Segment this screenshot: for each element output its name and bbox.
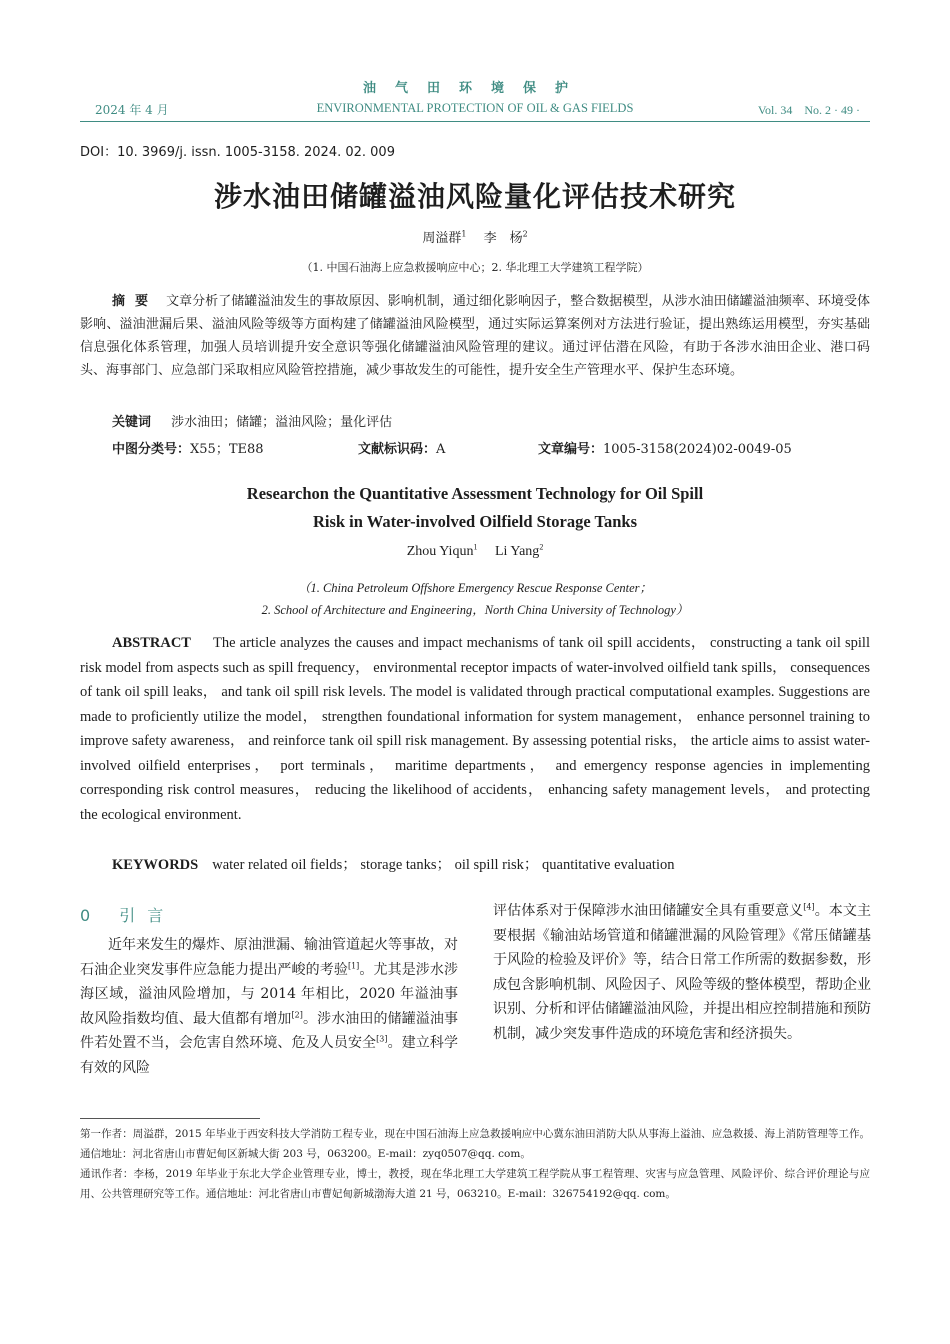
author-1: 周溢群 [422,231,462,246]
footnote-corresponding-author: 通讯作者：李杨，2019 年毕业于东北大学企业管理专业，博士，教授，现在华北理工大学建筑工程学院从事工程管理、灾害与应急管理、风险评价、综合评价理论与应用、公共管理研究等工作。通信地址：河北省唐山市曹妃甸新城渤海大道 21 号，063210。E-mail：326754192@qq. com。 [80,1168,870,1200]
abstract-cn-text: 文章分析了储罐溢油发生的事故原因、影响机制，通过细化影响因子，整合数据模型，从涉水油田储罐溢油频率、环境受体影响、溢油泄漏后果、溢油风险等级等方面构建了储罐溢油风险模型，通过实际运算案例对方法进行验证，提出熟练运用模型，夯实基础信息强化体系管理，加强人员培训提升安全意识等强化储罐溢油风险管理的建议。通过评估潜在风险，有助于各涉水油田企业、港口码头、海事部门、应急部门采取相应风险管控措施，减少事故发生的可能性，提升安全生产管理水平、保护生态环境。 [80,294,870,378]
footnote-first-author: 第一作者：周溢群，2015 年毕业于西安科技大学消防工程专业，现在中国石油海上应急救援响应中心冀东油田消防大队从事海上溢油、应急救援、海上消防管理等工作。通信地址：河北省唐山市曹妃甸区新城大街 203 号，063200。E-mail：zyq0507@qq. com。 [80,1128,870,1160]
title-en-line-2: Risk in Water-involved Oilfield Storage Tanks [312,512,638,531]
journal-name-en: ENVIRONMENTAL PROTECTION OF OIL & GAS FIELDS [316,101,634,115]
intro-right-column [493,899,871,1046]
article-number [538,438,792,457]
author-1-affil: 1 [461,229,467,239]
doc-code-label: 文献标识码： [358,442,437,457]
doi[interactable]: DOI：10. 3969/j. issn. 1005-3158. 2024. 02. 009 [80,145,395,160]
citation-2[interactable]: [2] [291,1009,303,1019]
keywords-cn-label: 关键词 [112,415,152,430]
authors-cn [0,227,950,246]
affiliation-en [0,577,950,621]
keywords-cn-text: 涉水油田；储罐；溢油风险；量化评估 [171,415,393,430]
author-2-affil: 2 [522,229,528,239]
article-number-value: 1005-3158(2024)02-0049-05 [603,442,792,457]
clc-value: X55；TE88 [190,442,264,457]
author-en-2: Li Yang [494,544,540,559]
doc-code-value: A [436,442,446,457]
abstract-en-label: ABSTRACT [112,635,191,651]
intro-text-4: 。建立科学有效的风险 [80,1035,459,1076]
clc-number [112,438,264,457]
citation-4[interactable]: [4] [803,902,815,912]
affiliation-en-line-1: （1. China Petroleum Offshore Emergency Rescue Response Center； [297,581,653,595]
intro-text-6: 。本文主要根据《输油站场管道和储罐泄漏的风险管理》《常压储罐基于风险的检验及评价》等，结合日常工作所需的数据参数，形成包含影响机制、风险因子、风险等级的整体模型，帮助企业识别、分析和评估储罐溢油风险，并提出相应控制措施和预防机制，减少突发事件造成的环境危害和经济损失。 [493,903,872,1042]
author-en-1-affil: 1 [473,542,478,552]
intro-left-column [80,933,458,1080]
keywords-cn [112,411,392,430]
journal-name-cn: 油气田环境保护 [362,81,587,96]
author-en-1: Zhou Yiqun [406,544,474,559]
author-en-2-affil: 2 [539,542,544,552]
abstract-en [80,631,870,827]
affiliation-en-line-2: 2. School of Architecture and Engineering，North China University of Technology） [261,603,689,617]
affiliation-cn: （1. 中国石油海上应急救援响应中心；2. 华北理工大学建筑工程学院） [301,261,649,274]
issue-date: 2024 年 4 月 [95,103,169,117]
clc-label: 中图分类号： [112,442,191,457]
abstract-cn-label: 摘要 [112,294,159,309]
intro-text-3: 。涉水油田的储罐溢油事件若处置不当，会危害自然环境、危及人员安全 [80,1010,459,1051]
keywords-en-text: water related oil fields； storage tanks； oil spill risk； quantitative evaluation [212,857,675,873]
author-2: 李 杨 [483,231,523,246]
intro-text-2: 。尤其是涉水涉海区域，溢油风险增加，与 2014 年相比，2020 年溢油事故风险指数均值、最大值都有增加 [80,961,459,1027]
intro-text-5: 评估体系对于保障涉水油田储罐安全具有重要意义 [493,903,804,919]
citation-3[interactable]: [3] [376,1034,388,1044]
article-number-label: 文章编号： [538,442,604,457]
keywords-en [112,853,675,874]
citation-1[interactable]: [1] [347,960,360,970]
intro-text-1: 近年来发生的爆炸、原油泄漏、输油管道起火等事故，对石油企业突发事件应急能力提出严峻的考验 [80,937,458,978]
document-code [358,438,445,457]
authors-en [0,540,950,560]
abstract-en-text: The article analyzes the causes and impact mechanisms of tank oil spill accidents， constructing a tank oil spill risk model from aspects such as spill frequency， environmental receptor impacts of water-involved oilfield tank spills， consequences of tank oil spill leaks， and tank oil spill risk levels. The model is validated through practical computational examples. Suggestions are made to proficiently utilize the model， strengthen foundational information for system management， enhance personnel training to improve safety awareness， and reinforce tank oil spill risk management. By assessing potential risks， the article aims to assist water-involved oilfield enterprises， port terminals， maritime departments， and emergency response agencies in implementing corresponding risk control measures， reducing the likelihood of accidents， enhancing safety management levels， and protecting the ecological environment. [80,635,870,823]
header-divider [80,121,870,122]
page-title: 涉水油田储罐溢油风险量化评估技术研究 [213,180,736,213]
section-heading-intro: 0 引言 [80,906,176,925]
title-en-line-1: Researchon the Quantitative Assessment Technology for Oil Spill [246,484,704,503]
volume-page: Vol. 34 No. 2 · 49 · [757,103,860,117]
footnote-divider [80,1118,260,1119]
abstract-cn [80,290,870,382]
title-en [0,480,950,536]
keywords-en-label: KEYWORDS [112,857,199,873]
